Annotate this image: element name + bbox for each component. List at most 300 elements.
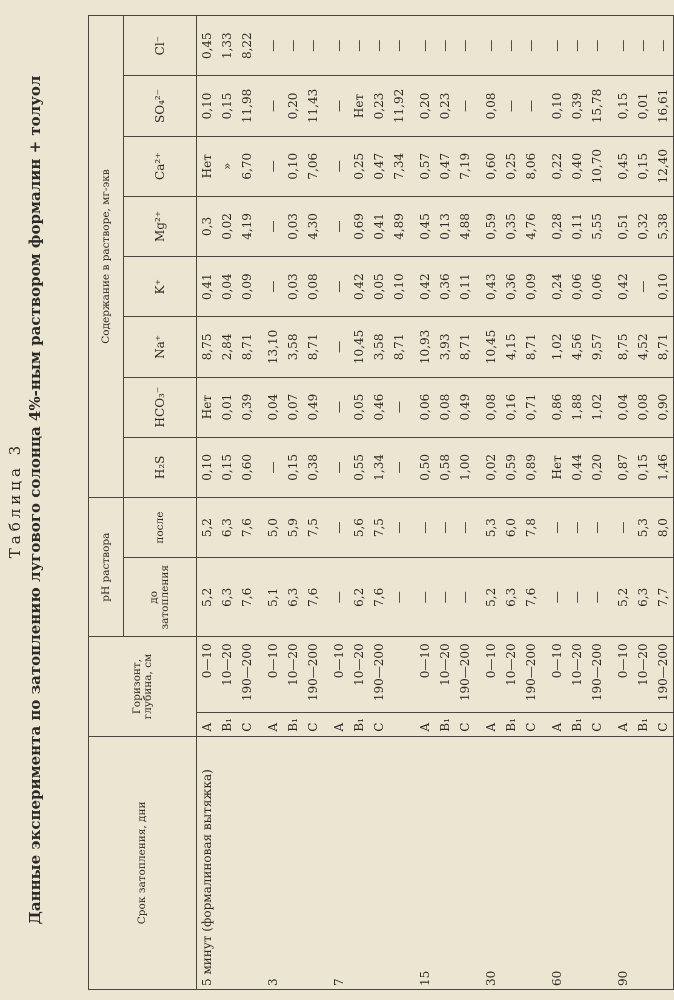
cell-depth: 0—10	[541, 637, 567, 713]
cell-ca: 0,25	[349, 136, 369, 196]
cell-so4: 0,01	[633, 76, 653, 136]
cell-so4: 0,23	[435, 76, 455, 136]
cell-depth: 0—10	[257, 637, 283, 713]
cell-k: 0,42	[349, 257, 369, 317]
cell-so4: 0,20	[283, 76, 303, 136]
cell-ca: 10,70	[587, 136, 607, 196]
cell-horizon: А	[475, 713, 501, 736]
cell-horizon: B₁	[633, 713, 653, 736]
cell-h2s: —	[389, 437, 409, 497]
header-k: K⁺	[124, 257, 197, 317]
cell-k: 0,08	[303, 257, 323, 317]
table-row	[409, 16, 435, 990]
cell-cl: 1,33	[217, 16, 237, 76]
cell-hco3: —	[389, 377, 409, 437]
cell-ca: —	[323, 136, 349, 196]
cell-mg: 0,69	[349, 196, 369, 256]
cell-horizon: B₁	[283, 713, 303, 736]
cell-k: 0,11	[455, 257, 475, 317]
cell-ph-before: —	[541, 558, 567, 637]
cell-k: 0,09	[521, 257, 541, 317]
cell-k: 0,05	[369, 257, 389, 317]
cell-hco3: 0,08	[435, 377, 455, 437]
cell-ph-after: 7,8	[521, 497, 541, 557]
cell-mg: 0,35	[501, 196, 521, 256]
cell-ph-after: 5,3	[475, 497, 501, 557]
cell-h2s: 1,34	[369, 437, 389, 497]
table-row	[567, 16, 587, 990]
cell-cl: —	[455, 16, 475, 76]
cell-ca: 7,06	[303, 136, 323, 196]
cell-mg: 4,19	[237, 196, 257, 256]
cell-duration	[653, 736, 674, 989]
cell-hco3: 0,49	[303, 377, 323, 437]
cell-duration	[633, 736, 653, 989]
cell-ca: »	[217, 136, 237, 196]
cell-depth: 190—200	[653, 637, 674, 713]
cell-na: 8,71	[303, 317, 323, 377]
cell-ph-after: 7,5	[303, 497, 323, 557]
cell-h2s: 0,20	[587, 437, 607, 497]
cell-so4: —	[501, 76, 521, 136]
cell-duration	[455, 736, 475, 989]
cell-so4: 0,15	[217, 76, 237, 136]
table-header	[89, 16, 197, 990]
table-row	[475, 16, 501, 990]
header-so4: SO₄²⁻	[124, 76, 197, 136]
cell-k: —	[323, 257, 349, 317]
cell-ph-before: 5,2	[475, 558, 501, 637]
cell-mg: 0,51	[607, 196, 633, 256]
cell-ph-after: —	[409, 497, 435, 557]
cell-mg: —	[257, 196, 283, 256]
cell-horizon: C	[369, 713, 389, 736]
cell-hco3: 0,07	[283, 377, 303, 437]
header-ph-after: после	[124, 497, 197, 557]
table-caption: Таблица 3	[6, 441, 24, 559]
cell-na: 8,71	[389, 317, 409, 377]
cell-cl: —	[607, 16, 633, 76]
cell-mg: 4,88	[455, 196, 475, 256]
cell-ph-before: 5,2	[607, 558, 633, 637]
cell-ph-after: —	[567, 497, 587, 557]
cell-k: —	[633, 257, 653, 317]
cell-mg: 0,11	[567, 196, 587, 256]
cell-ph-after: 6,3	[217, 497, 237, 557]
cell-depth: 0—10	[197, 637, 218, 713]
cell-ca: 0,40	[567, 136, 587, 196]
cell-cl: —	[349, 16, 369, 76]
cell-so4: 0,39	[567, 76, 587, 136]
cell-ph-before: 6,2	[349, 558, 369, 637]
cell-hco3: 0,01	[217, 377, 237, 437]
cell-horizon: А	[607, 713, 633, 736]
cell-so4: 16,61	[653, 76, 674, 136]
cell-depth: 0—10	[475, 637, 501, 713]
cell-cl: —	[435, 16, 455, 76]
cell-k: 0,04	[217, 257, 237, 317]
cell-ph-before: 5,2	[197, 558, 218, 637]
cell-duration	[389, 736, 409, 989]
cell-k: 0,42	[409, 257, 435, 317]
cell-ca: 0,10	[283, 136, 303, 196]
cell-ca: —	[257, 136, 283, 196]
cell-horizon: А	[323, 713, 349, 736]
cell-horizon: А	[197, 713, 218, 736]
cell-depth: 10—20	[501, 637, 521, 713]
cell-ca: 7,34	[389, 136, 409, 196]
cell-ph-after: 7,5	[369, 497, 389, 557]
cell-ph-after: —	[435, 497, 455, 557]
cell-depth: 0—10	[607, 637, 633, 713]
cell-ph-before: 5,1	[257, 558, 283, 637]
cell-duration	[587, 736, 607, 989]
cell-depth: 190—200	[587, 637, 607, 713]
table-row	[653, 16, 674, 990]
cell-ph-after: 5,9	[283, 497, 303, 557]
cell-h2s: 0,50	[409, 437, 435, 497]
cell-depth: 10—20	[633, 637, 653, 713]
cell-cl: —	[303, 16, 323, 76]
cell-k: 0,10	[653, 257, 674, 317]
cell-ph-before: 7,6	[521, 558, 541, 637]
cell-duration	[349, 736, 369, 989]
cell-duration: 15	[409, 736, 435, 989]
table-row	[607, 16, 633, 990]
cell-ca: 0,15	[633, 136, 653, 196]
cell-mg: 0,03	[283, 196, 303, 256]
table-row	[237, 16, 257, 990]
cell-ph-before: —	[389, 558, 409, 637]
cell-ph-before: 6,3	[283, 558, 303, 637]
cell-ph-after: 5,3	[633, 497, 653, 557]
cell-horizon: C	[303, 713, 323, 736]
cell-horizon: C	[521, 713, 541, 736]
cell-ph-before: 6,3	[217, 558, 237, 637]
cell-hco3: 0,39	[237, 377, 257, 437]
cell-cl: —	[653, 16, 674, 76]
cell-na: 8,71	[521, 317, 541, 377]
cell-na: 3,58	[283, 317, 303, 377]
cell-hco3: 0,06	[409, 377, 435, 437]
cell-h2s: —	[257, 437, 283, 497]
cell-ph-before: 6,3	[633, 558, 653, 637]
cell-duration	[217, 736, 237, 989]
cell-horizon: А	[541, 713, 567, 736]
cell-ph-before: —	[587, 558, 607, 637]
cell-ph-after: —	[323, 497, 349, 557]
header-cl: Cl⁻	[124, 16, 197, 76]
cell-cl: —	[501, 16, 521, 76]
cell-na: 1,02	[541, 317, 567, 377]
cell-hco3: 0,49	[455, 377, 475, 437]
table-row	[257, 16, 283, 990]
table-row	[323, 16, 349, 990]
cell-mg: 0,41	[369, 196, 389, 256]
data-table	[88, 15, 674, 990]
cell-ca: 0,25	[501, 136, 521, 196]
cell-depth: 10—20	[217, 637, 237, 713]
cell-h2s: 0,55	[349, 437, 369, 497]
cell-hco3: 0,90	[653, 377, 674, 437]
cell-so4: 0,20	[409, 76, 435, 136]
header-ph: рН раствора	[89, 497, 124, 636]
cell-hco3: 1,02	[587, 377, 607, 437]
cell-ph-after: 7,6	[237, 497, 257, 557]
table-row	[455, 16, 475, 990]
table-row	[197, 16, 218, 990]
cell-mg: 0,28	[541, 196, 567, 256]
cell-ph-before: —	[435, 558, 455, 637]
cell-k: 0,06	[567, 257, 587, 317]
cell-ca: 0,45	[607, 136, 633, 196]
cell-so4: —	[521, 76, 541, 136]
cell-hco3: 0,04	[607, 377, 633, 437]
cell-hco3: 0,08	[475, 377, 501, 437]
cell-duration	[369, 736, 389, 989]
table-row	[435, 16, 455, 990]
cell-ph-after: 8,0	[653, 497, 674, 557]
header-na: Na⁺	[124, 317, 197, 377]
header-ph-before: до затопления	[124, 558, 197, 637]
cell-horizon: А	[409, 713, 435, 736]
cell-horizon: C	[237, 713, 257, 736]
cell-so4: 0,23	[369, 76, 389, 136]
cell-na: 4,15	[501, 317, 521, 377]
cell-na: 8,71	[455, 317, 475, 377]
cell-h2s: Нет	[541, 437, 567, 497]
cell-horizon: C	[653, 713, 674, 736]
cell-na: 10,45	[475, 317, 501, 377]
table-row	[349, 16, 369, 990]
cell-depth: 0—10	[409, 637, 435, 713]
cell-k: 0,41	[197, 257, 218, 317]
cell-na: 3,58	[369, 317, 389, 377]
cell-ca: Нет	[197, 136, 218, 196]
cell-ph-after: 6,0	[501, 497, 521, 557]
cell-k: 0,24	[541, 257, 567, 317]
cell-depth: 190—200	[303, 637, 323, 713]
cell-na: 8,71	[653, 317, 674, 377]
cell-na: 10,45	[349, 317, 369, 377]
cell-ph-after: 5,6	[349, 497, 369, 557]
table-row	[283, 16, 303, 990]
cell-ph-before: 7,6	[237, 558, 257, 637]
cell-so4: —	[455, 76, 475, 136]
cell-ph-after: —	[541, 497, 567, 557]
cell-h2s: 0,02	[475, 437, 501, 497]
header-h2s: H₂S	[124, 437, 197, 497]
table-title: Данные эксперимента по затоплению лугового солонца 4%-ным раствором формалин + толуол	[26, 75, 44, 925]
cell-na: 10,93	[409, 317, 435, 377]
cell-h2s: 0,10	[197, 437, 218, 497]
cell-horizon: B₁	[501, 713, 521, 736]
cell-horizon: B₁	[217, 713, 237, 736]
cell-horizon: C	[587, 713, 607, 736]
cell-h2s: 0,60	[237, 437, 257, 497]
cell-k: 0,36	[501, 257, 521, 317]
cell-ph-after: 5,0	[257, 497, 283, 557]
header-horizon: Горизонт, глубина, см	[89, 637, 197, 736]
table-row	[303, 16, 323, 990]
cell-ph-before: 7,6	[369, 558, 389, 637]
cell-cl: —	[587, 16, 607, 76]
cell-mg: 4,30	[303, 196, 323, 256]
cell-cl: —	[475, 16, 501, 76]
cell-cl: —	[409, 16, 435, 76]
cell-depth: 190—200	[521, 637, 541, 713]
cell-mg: 4,76	[521, 196, 541, 256]
cell-ca: 0,60	[475, 136, 501, 196]
cell-h2s: 1,46	[653, 437, 674, 497]
cell-depth: 0—10	[323, 637, 349, 713]
cell-cl: —	[567, 16, 587, 76]
cell-na: 8,71	[237, 317, 257, 377]
cell-cl: 8,22	[237, 16, 257, 76]
cell-mg: 5,55	[587, 196, 607, 256]
cell-h2s: 0,44	[567, 437, 587, 497]
cell-hco3: 0,86	[541, 377, 567, 437]
cell-cl: —	[389, 16, 409, 76]
cell-ph-before: —	[567, 558, 587, 637]
cell-so4: 11,43	[303, 76, 323, 136]
cell-hco3: Нет	[197, 377, 218, 437]
cell-ca: 7,19	[455, 136, 475, 196]
cell-duration	[303, 736, 323, 989]
cell-depth: 10—20	[567, 637, 587, 713]
header-ca: Ca²⁺	[124, 136, 197, 196]
cell-ph-after: —	[455, 497, 475, 557]
cell-duration: 90	[607, 736, 633, 989]
cell-na: 4,56	[567, 317, 587, 377]
cell-hco3: 0,05	[349, 377, 369, 437]
cell-ph-after: 5,2	[197, 497, 218, 557]
cell-depth: 10—20	[349, 637, 369, 713]
cell-so4: —	[323, 76, 349, 136]
cell-hco3: 0,08	[633, 377, 653, 437]
cell-ph-before: 6,3	[501, 558, 521, 637]
cell-horizon: B₁	[349, 713, 369, 736]
cell-h2s: —	[323, 437, 349, 497]
cell-duration	[521, 736, 541, 989]
cell-mg: 0,59	[475, 196, 501, 256]
cell-duration: 30	[475, 736, 501, 989]
cell-h2s: 0,58	[435, 437, 455, 497]
cell-duration	[237, 736, 257, 989]
cell-so4: 0,08	[475, 76, 501, 136]
cell-mg: 0,3	[197, 196, 218, 256]
cell-k: 0,03	[283, 257, 303, 317]
cell-ph-before: —	[455, 558, 475, 637]
cell-ca: 0,47	[369, 136, 389, 196]
table-row	[369, 16, 389, 990]
cell-hco3: 1,88	[567, 377, 587, 437]
cell-cl: —	[521, 16, 541, 76]
cell-horizon: C	[455, 713, 475, 736]
cell-cl: —	[541, 16, 567, 76]
cell-mg: 5,38	[653, 196, 674, 256]
cell-hco3: —	[323, 377, 349, 437]
cell-depth: 190—200	[237, 637, 257, 713]
cell-k: 0,43	[475, 257, 501, 317]
cell-ca: 0,57	[409, 136, 435, 196]
cell-mg: 0,13	[435, 196, 455, 256]
cell-k: 0,36	[435, 257, 455, 317]
cell-k: —	[257, 257, 283, 317]
cell-cl: —	[369, 16, 389, 76]
cell-ca: 0,47	[435, 136, 455, 196]
cell-h2s: 0,89	[521, 437, 541, 497]
cell-cl: —	[257, 16, 283, 76]
cell-ph-before: 7,7	[653, 558, 674, 637]
cell-so4: —	[257, 76, 283, 136]
cell-horizon: B₁	[567, 713, 587, 736]
cell-duration	[567, 736, 587, 989]
cell-k: 0,09	[237, 257, 257, 317]
cell-depth: 10—20	[435, 637, 455, 713]
cell-cl: —	[283, 16, 303, 76]
table-row	[389, 16, 409, 990]
cell-duration	[501, 736, 521, 989]
header-hco3: HCO₃⁻	[124, 377, 197, 437]
cell-h2s: 0,15	[283, 437, 303, 497]
cell-na: 9,57	[587, 317, 607, 377]
cell-ca: 8,06	[521, 136, 541, 196]
cell-hco3: 0,16	[501, 377, 521, 437]
cell-mg: 0,32	[633, 196, 653, 256]
cell-so4: Нет	[349, 76, 369, 136]
cell-ph-before: 7,6	[303, 558, 323, 637]
cell-cl: —	[323, 16, 349, 76]
cell-cl: 0,45	[197, 16, 218, 76]
cell-duration: 5 минут (формалиновая вытяжка)	[197, 736, 218, 989]
cell-na: 13,10	[257, 317, 283, 377]
cell-duration: 7	[323, 736, 349, 989]
cell-cl: —	[633, 16, 653, 76]
cell-so4: 15,78	[587, 76, 607, 136]
cell-ph-before: —	[409, 558, 435, 637]
cell-depth: 190—200	[369, 637, 389, 713]
cell-duration: 3	[257, 736, 283, 989]
cell-ph-after: —	[587, 497, 607, 557]
cell-mg: 0,45	[409, 196, 435, 256]
cell-k: 0,42	[607, 257, 633, 317]
cell-so4: 0,15	[607, 76, 633, 136]
cell-na: 4,52	[633, 317, 653, 377]
cell-horizon	[389, 713, 409, 736]
cell-h2s: 0,15	[217, 437, 237, 497]
cell-so4: 11,92	[389, 76, 409, 136]
cell-ca: 12,40	[653, 136, 674, 196]
table-body	[197, 16, 674, 990]
cell-hco3: 0,71	[521, 377, 541, 437]
cell-so4: 0,10	[541, 76, 567, 136]
cell-depth: 10—20	[283, 637, 303, 713]
cell-ph-before: —	[323, 558, 349, 637]
cell-h2s: 0,15	[633, 437, 653, 497]
cell-duration: 60	[541, 736, 567, 989]
cell-k: 0,06	[587, 257, 607, 317]
cell-ph-after: —	[607, 497, 633, 557]
table-row	[541, 16, 567, 990]
cell-h2s: 0,59	[501, 437, 521, 497]
cell-na: 8,75	[197, 317, 218, 377]
cell-h2s: 0,87	[607, 437, 633, 497]
cell-na: —	[323, 317, 349, 377]
cell-horizon: B₁	[435, 713, 455, 736]
cell-ca: 6,70	[237, 136, 257, 196]
cell-mg: 0,02	[217, 196, 237, 256]
